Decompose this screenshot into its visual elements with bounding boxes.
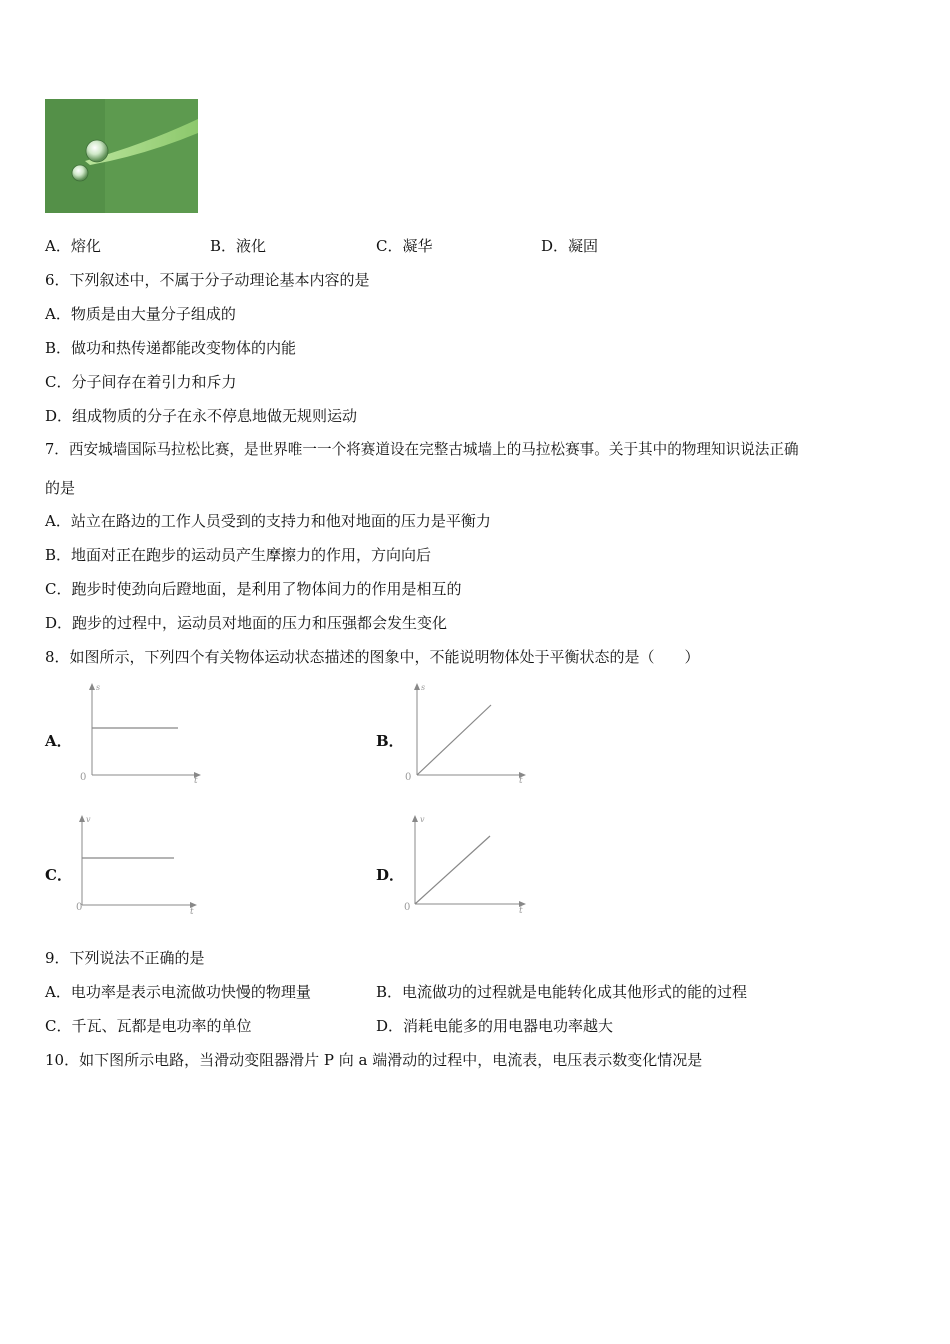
q8-graph-b-origin: 0 xyxy=(405,772,412,783)
q5-option-a: A．熔化 xyxy=(45,237,101,255)
q5-option-c: C．凝华 xyxy=(376,237,433,255)
q5-option-d: D．凝固 xyxy=(541,237,599,255)
q8-graph-c-origin: 0 xyxy=(76,902,83,913)
q8-graph-c-ylabel: v xyxy=(86,815,91,824)
q9-option-b: B．电流做功的过程就是电能转化成其他形式的能的过程 xyxy=(376,983,748,1001)
q8-graph-a-label: A． xyxy=(45,732,72,750)
dew-drop-photo xyxy=(45,99,198,213)
q8-graph-a-ylabel: s xyxy=(96,683,101,692)
q8-graph-c-label: C． xyxy=(45,866,72,884)
q8-graph-b xyxy=(395,680,535,785)
q7-stem-line2: 的是 xyxy=(45,479,76,497)
q8-graph-d-origin: 0 xyxy=(404,902,411,913)
q8-graph-b-label: B． xyxy=(376,732,404,750)
q8-graph-a-xlabel: t xyxy=(194,776,198,785)
q5-option-b: B．液化 xyxy=(210,237,267,255)
q8-graph-d-xlabel: t xyxy=(519,906,523,916)
q9-option-a: A．电功率是表示电流做功快慢的物理量 xyxy=(45,983,311,1001)
q6-option-c: C．分子间存在着引力和斥力 xyxy=(45,373,237,391)
q7-option-a: A．站立在路边的工作人员受到的支持力和他对地面的压力是平衡力 xyxy=(45,512,491,530)
q8-stem: 8．如图所示，下列四个有关物体运动状态描述的图象中，不能说明物体处于平衡状态的是（ ） xyxy=(45,648,700,666)
q6-option-b: B．做功和热传递都能改变物体的内能 xyxy=(45,339,297,357)
q7-option-d: D．跑步的过程中，运动员对地面的压力和压强都会发生变化 xyxy=(45,614,448,632)
q7-stem-line1: 7．西安城墙国际马拉松比赛，是世界唯一一个将赛道设在完整古城墙上的马拉松赛事。关于其中的物理知识说法正确 xyxy=(45,441,799,458)
q7-option-c: C．跑步时使劲向后蹬地面，是利用了物体间力的作用是相互的 xyxy=(45,580,462,598)
q8-graph-a-origin: 0 xyxy=(80,772,87,783)
q8-graph-c xyxy=(58,812,208,917)
q8-graph-d-label: D． xyxy=(376,866,405,884)
q8-graph-b-ylabel: s xyxy=(421,683,426,692)
q9-option-d: D．消耗电能多的用电器电功率越大 xyxy=(376,1017,614,1035)
q8-graph-a xyxy=(70,680,210,785)
q6-option-d: D．组成物质的分子在永不停息地做无规则运动 xyxy=(45,407,358,425)
q8-graph-d-ylabel: v xyxy=(420,815,425,824)
q10-stem: 10．如下图所示电路，当滑动变阻器滑片 P 向 a 端滑动的过程中，电流表，电压表示数变化情况是 xyxy=(45,1051,703,1069)
q9-option-c: C．千瓦、瓦都是电功率的单位 xyxy=(45,1017,252,1035)
q9-stem: 9．下列说法不正确的是 xyxy=(45,949,205,967)
q8-graph-c-xlabel: t xyxy=(190,907,194,917)
q6-stem: 6．下列叙述中，不属于分子动理论基本内容的是 xyxy=(45,271,370,289)
q7-option-b: B．地面对正在跑步的运动员产生摩擦力的作用，方向向后 xyxy=(45,546,432,564)
q8-graph-b-xlabel: t xyxy=(519,776,523,785)
q8-graph-d xyxy=(395,812,535,917)
q6-option-a: A．物质是由大量分子组成的 xyxy=(45,305,236,323)
